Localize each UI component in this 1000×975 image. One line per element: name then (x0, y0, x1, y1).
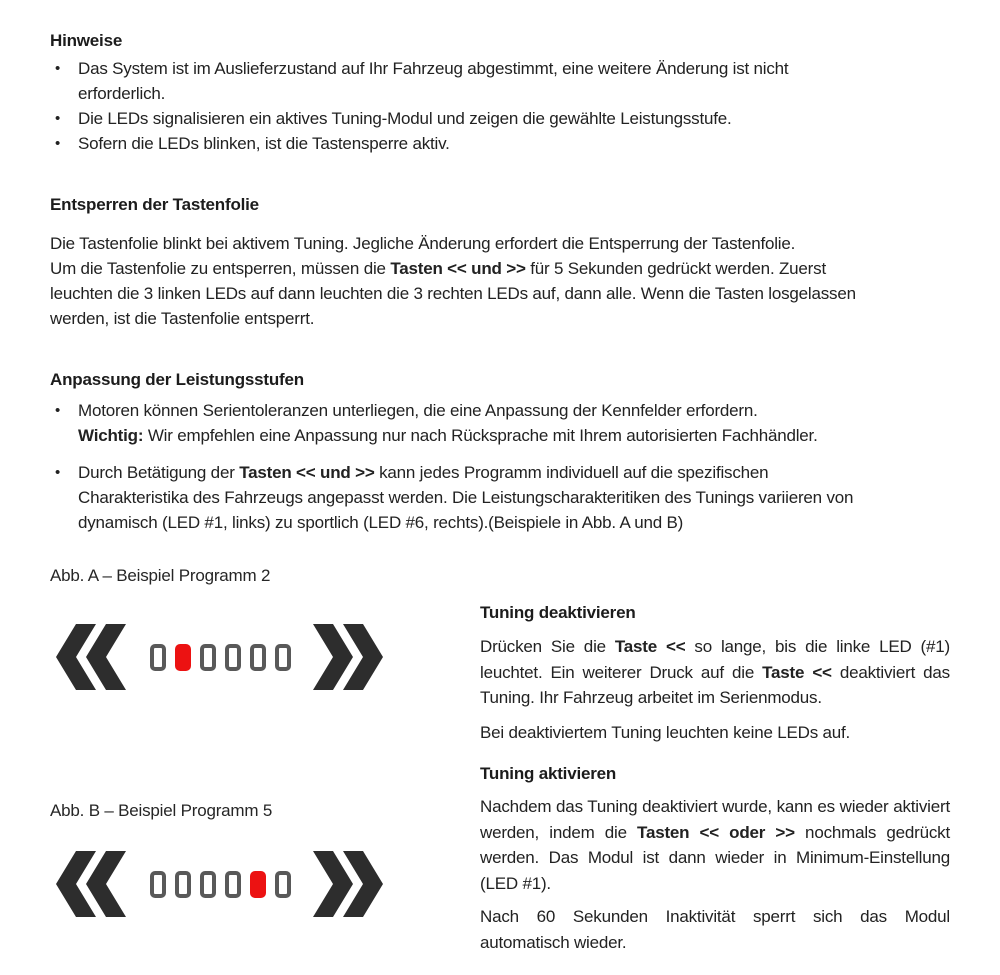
tuning-deaktivieren-note: Bei deaktiviertem Tuning leuchten keine LEDs auf. (480, 722, 851, 742)
bullet-item (50, 460, 950, 535)
double-chevron-left-icon (56, 624, 126, 690)
tuning-aktivieren-paragraph: Nachdem das Tuning deaktiviert wurde, kann es wieder aktiviert werden, indem die Tasten << oder >> nochmals gedrückt werden. Das Modul ist dann wieder in Minimum-Einstellung (LED #1). (480, 797, 951, 893)
anpassung-bullet-list (50, 398, 950, 535)
anpassung-section (50, 367, 950, 535)
figures-column (50, 563, 480, 955)
led-2 (175, 871, 191, 898)
tuning-deaktivieren-heading: Tuning deaktivieren (480, 603, 636, 622)
led-6 (275, 644, 291, 671)
hinweise-heading: Hinweise (50, 31, 123, 50)
bullet-item (50, 106, 950, 131)
led-5-active (250, 871, 266, 898)
figure-b-led-panel (56, 851, 480, 917)
bullet-marker: • (55, 60, 61, 77)
led-4 (225, 871, 241, 898)
bullet-text: Sofern die LEDs blinken, ist die Tastensperre aktiv. (78, 134, 450, 153)
led-3 (200, 871, 216, 898)
hinweise-section (50, 28, 950, 156)
bullet-item (50, 131, 950, 156)
entsperren-section (50, 192, 950, 331)
bullet-marker: • (55, 464, 61, 481)
led-1 (150, 644, 166, 671)
instructions-column (480, 563, 950, 955)
entsperren-heading: Entsperren der Tastenfolie (50, 195, 259, 214)
figure-a-caption: Abb. A – Beispiel Programm 2 (50, 566, 271, 585)
tuning-aktivieren-note: Nach 60 Sekunden Inaktivität sperrt sich das Modul automatisch wieder. (480, 907, 950, 952)
double-chevron-left-icon (56, 851, 126, 917)
double-chevron-right-icon (313, 624, 383, 690)
led-4 (225, 644, 241, 671)
bullet-text: Durch Betätigung der Tasten << und >> kann jedes Programm individuell auf die spezifischen Charakteristika des Fahrzeugs angepasst werden. Die Leistungscharakteritiken des Tunings variieren von dynamisch (LED #1, links) zu sportlich (LED #6, rechts).(Beispiele in Abb. A und B) (78, 463, 854, 532)
led-strip (150, 871, 291, 898)
figures-and-instructions (50, 563, 950, 955)
led-5 (250, 644, 266, 671)
led-6 (275, 871, 291, 898)
bullet-item (50, 56, 950, 106)
figure-a-led-panel (56, 624, 480, 690)
anpassung-heading: Anpassung der Leistungsstufen (50, 370, 304, 389)
led-2-active (175, 644, 191, 671)
figure-b-caption: Abb. B – Beispiel Programm 5 (50, 801, 273, 820)
bullet-marker: • (55, 110, 61, 127)
bullet-text: Das System ist im Auslieferzustand auf Ihr Fahrzeug abgestimmt, eine weitere Änderung ist nicht erforderlich. (78, 59, 789, 103)
bullet-item (50, 398, 950, 448)
led-1 (150, 871, 166, 898)
bullet-text: Motoren können Serientoleranzen unterliegen, die eine Anpassung der Kennfelder erfordern. Wichtig: Wir empfehlen eine Anpassung nur nach Rücksprache mit Ihrem autorisierten Fachhändler. (78, 401, 818, 445)
double-chevron-right-icon (313, 851, 383, 917)
tuning-aktivieren-heading: Tuning aktivieren (480, 764, 617, 783)
led-3 (200, 644, 216, 671)
tuning-deaktivieren-paragraph: Drücken Sie die Taste << so lange, bis die linke LED (#1) leuchtet. Ein weiterer Druck auf die Taste << deaktiviert das Tuning. Ihr Fahrzeug arbeitet im Serienmodus. (480, 637, 950, 707)
bullet-marker: • (55, 135, 61, 152)
hinweise-bullet-list (50, 56, 950, 156)
led-strip (150, 644, 291, 671)
bullet-marker: • (55, 402, 61, 419)
bullet-text: Die LEDs signalisieren ein aktives Tuning-Modul und zeigen die gewählte Leistungsstufe. (78, 109, 732, 128)
entsperren-paragraph: Die Tastenfolie blinkt bei aktivem Tuning. Jegliche Änderung erfordert die Entsperrung der Tastenfolie. Um die Tastenfolie zu entsperren, müssen die Tasten << und >> für 5 Sekunden gedrückt werden. Zuerst leuchten die 3 linken LEDs auf dann leuchten die 3 rechten LEDs auf, dann alle. Wenn die Tasten losgelassen werden, ist die Tastenfolie entsperrt. (50, 234, 856, 328)
